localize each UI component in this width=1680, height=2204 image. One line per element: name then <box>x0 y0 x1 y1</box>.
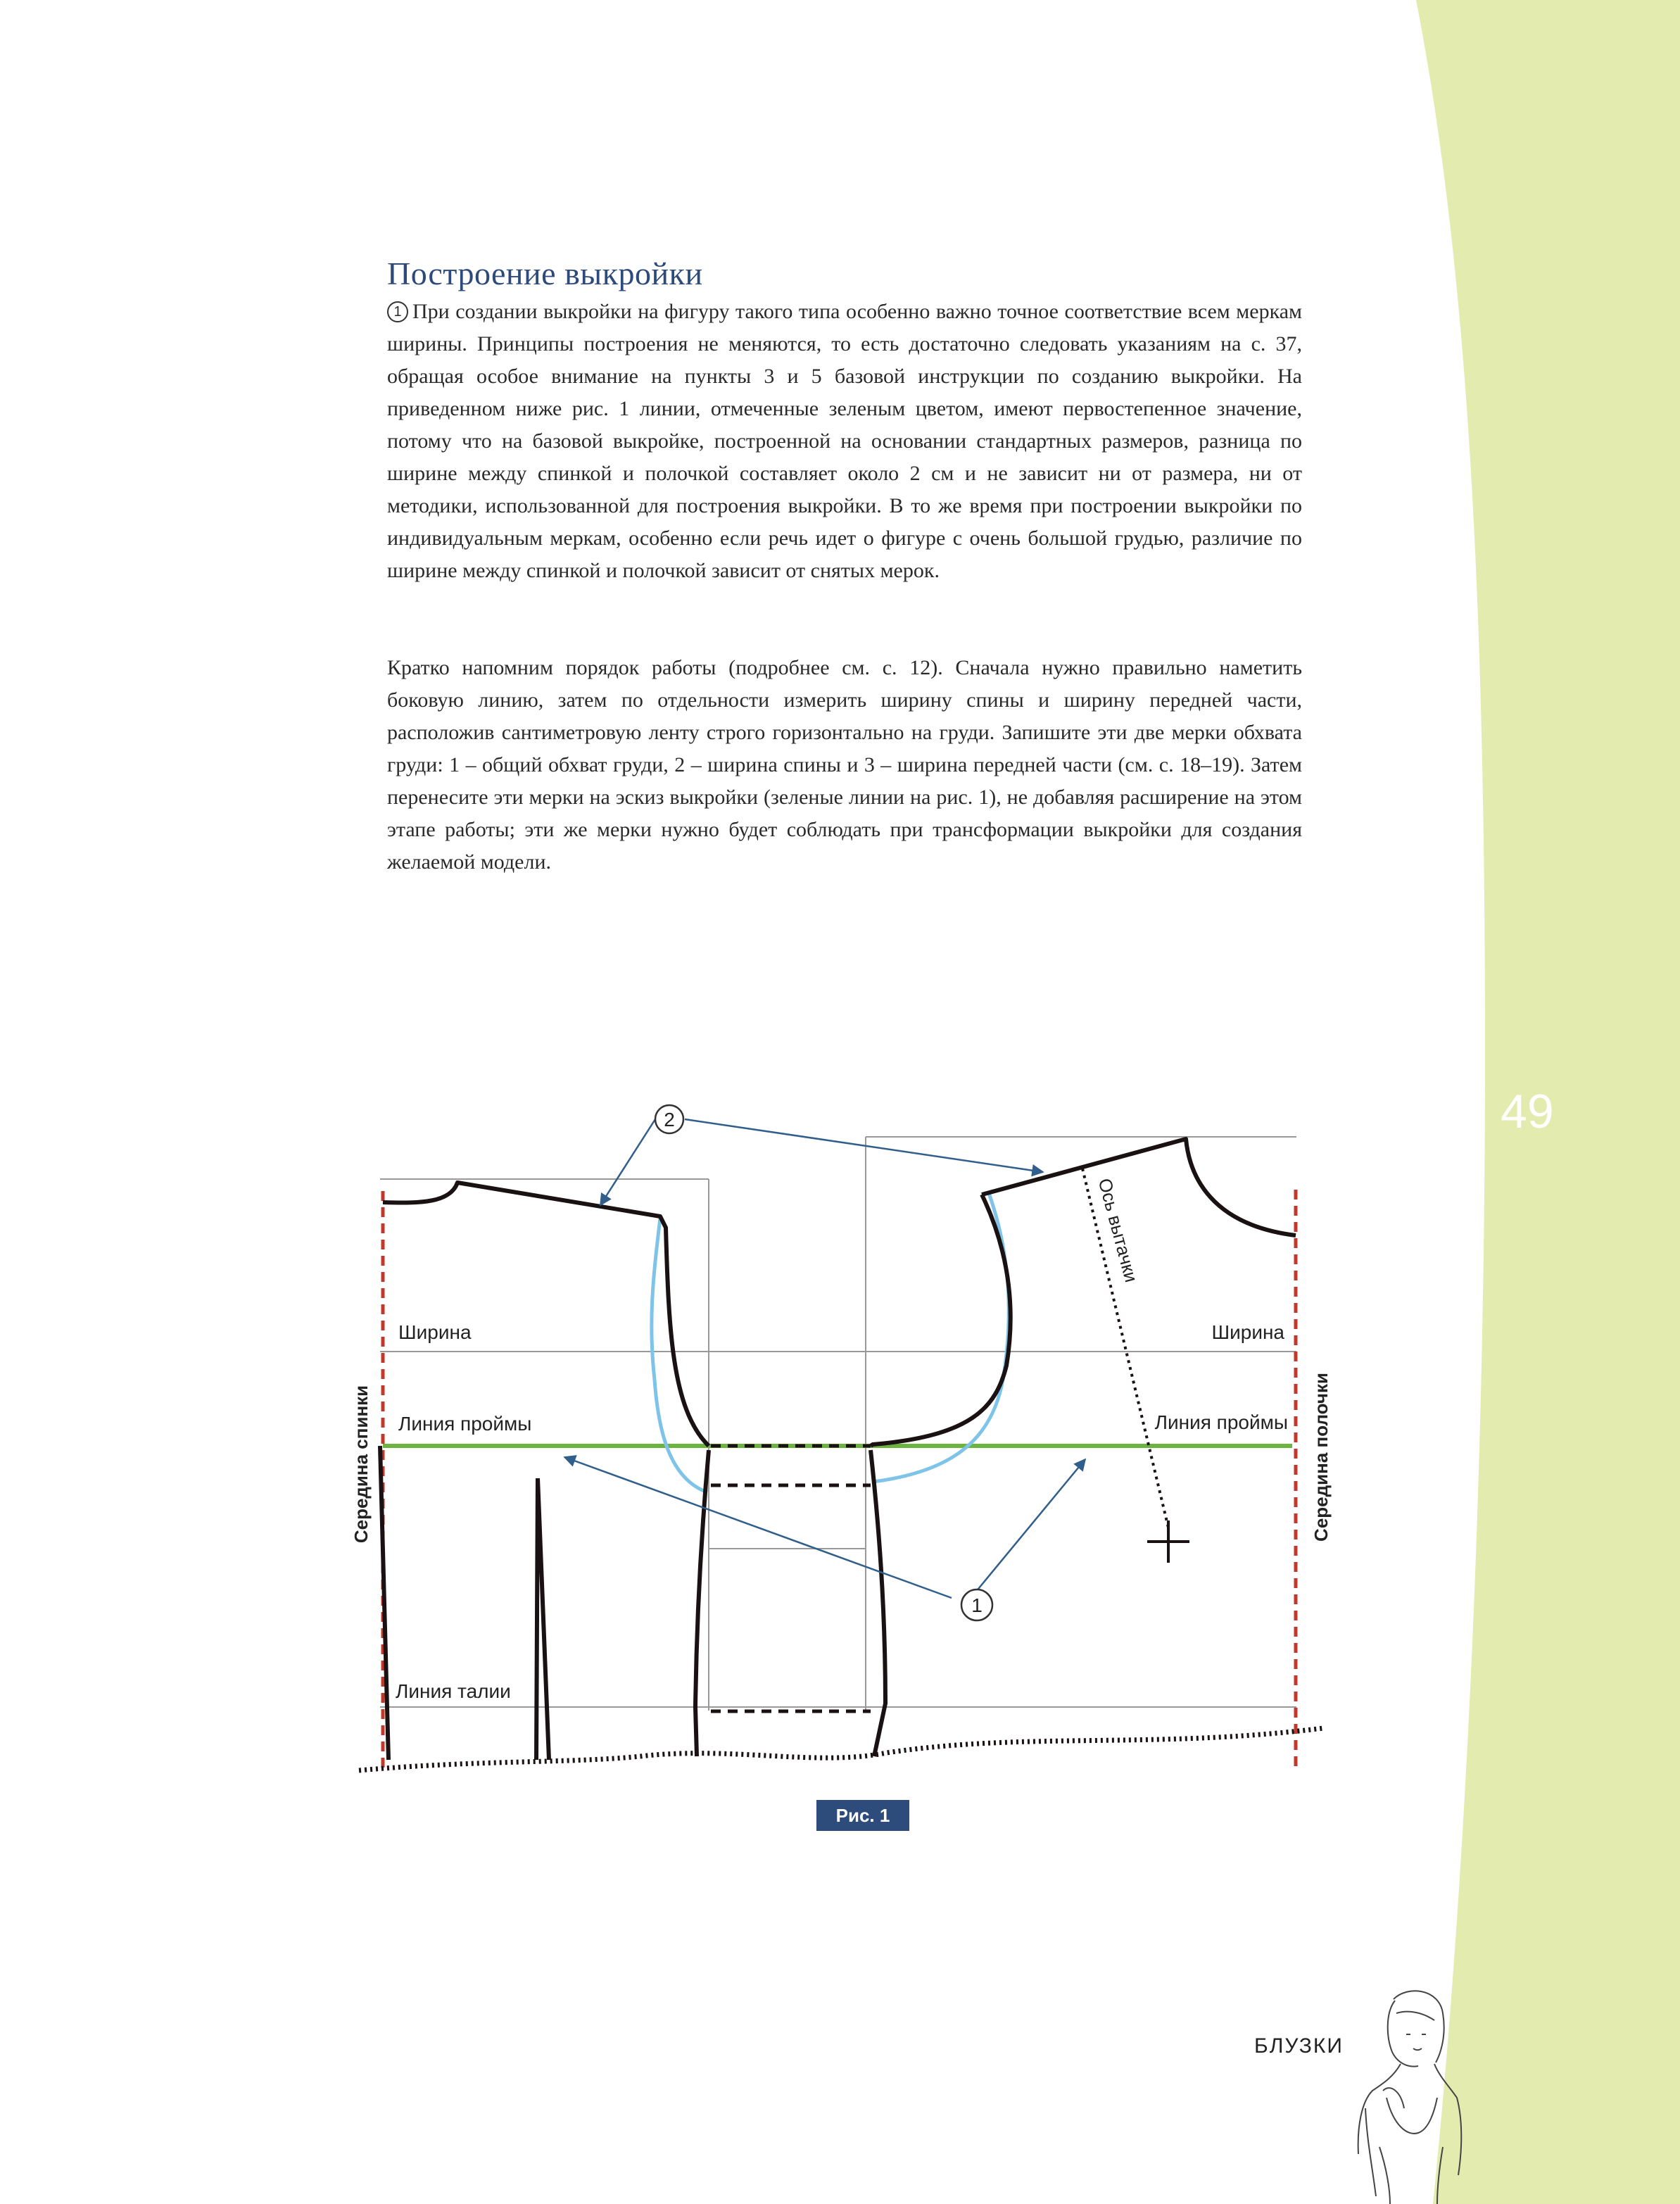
page-title: Построение выкройки <box>387 256 703 291</box>
callout-2-icon <box>655 1105 683 1133</box>
dotted-connectors <box>711 1446 871 1711</box>
figure-caption: Рис. 1 <box>816 1800 909 1831</box>
section-name: БЛУЗКИ <box>1254 2034 1344 2058</box>
paragraph-1-text: При создании выкройки на фигуру такого типа особенно важно точное соответствие всем меркам ширины. Принципы построения не меняются, то есть достаточно следовать указаниям на с. 37, обращая особое внимание на пункты 3 и 5 базовой инструкции по созданию выкройки. На приведенном ниже рис. 1 линии, отмеченные зеленым цветом, имеют первостепенное значение, потому что на базовой выкройке, построенной на основании стандартных размеров, разница по ширине между спинкой и полочкой составляет около 2 см и не зависит ни от размера, ни от методики, использованной для построения выкройки. В то же время при построении выкройки по индивидуальным меркам, особенно если речь идет о фигуре с очень большой грудью, различие по ширине между спинкой и полочкой зависит от снятых мерок. <box>387 300 1302 582</box>
center-lines <box>383 1190 1296 1774</box>
paragraph-2: Кратко напомним порядок работы (подробнее см. с. 12). Сначала нужно правильно наметить боковую линию, затем по отдельности измерить ширину спины и ширину передней части, расположив сантиметровую ленту строго горизонтально на груди. Запишите эти две мерки обхвата груди: 1 – общий обхват груди, 2 – ширина спины и 3 – ширина передней части (см. с. 18–19). Затем перенесите эти мерки на эскиз выкройки (зеленые линии на рис. 1), не добавляя расширение на этом этапе работы; эти же мерки нужно будет соблюдать при трансформации выкройки для создания желаемой модели. <box>387 656 1302 874</box>
label-width-left: Ширина <box>398 1321 472 1343</box>
page-number: 49 <box>1501 1085 1554 1138</box>
paragraph-1 <box>387 296 1302 587</box>
callout-2-label: 2 <box>664 1109 675 1131</box>
label-waist: Линия талии <box>396 1680 511 1702</box>
pattern-outlines <box>380 1139 1296 1760</box>
hem-line <box>359 1728 1323 1770</box>
woman-sketch-icon <box>1351 1985 1464 2204</box>
label-width-right: Ширина <box>1211 1321 1284 1343</box>
label-dart-axis: Ось вытачки <box>1094 1176 1142 1285</box>
label-center-back: Середина спинки <box>350 1385 372 1544</box>
callout-1-icon <box>961 1589 992 1620</box>
label-armhole-right: Линия проймы <box>1154 1411 1288 1433</box>
dart-point-icon <box>1147 1520 1189 1563</box>
callout-1-label: 1 <box>971 1594 983 1616</box>
label-center-front: Середина полочки <box>1310 1373 1332 1542</box>
step-marker-icon: 1 <box>387 301 408 322</box>
label-armhole-left: Линия проймы <box>398 1413 532 1435</box>
pattern-diagram <box>338 1084 1337 1788</box>
